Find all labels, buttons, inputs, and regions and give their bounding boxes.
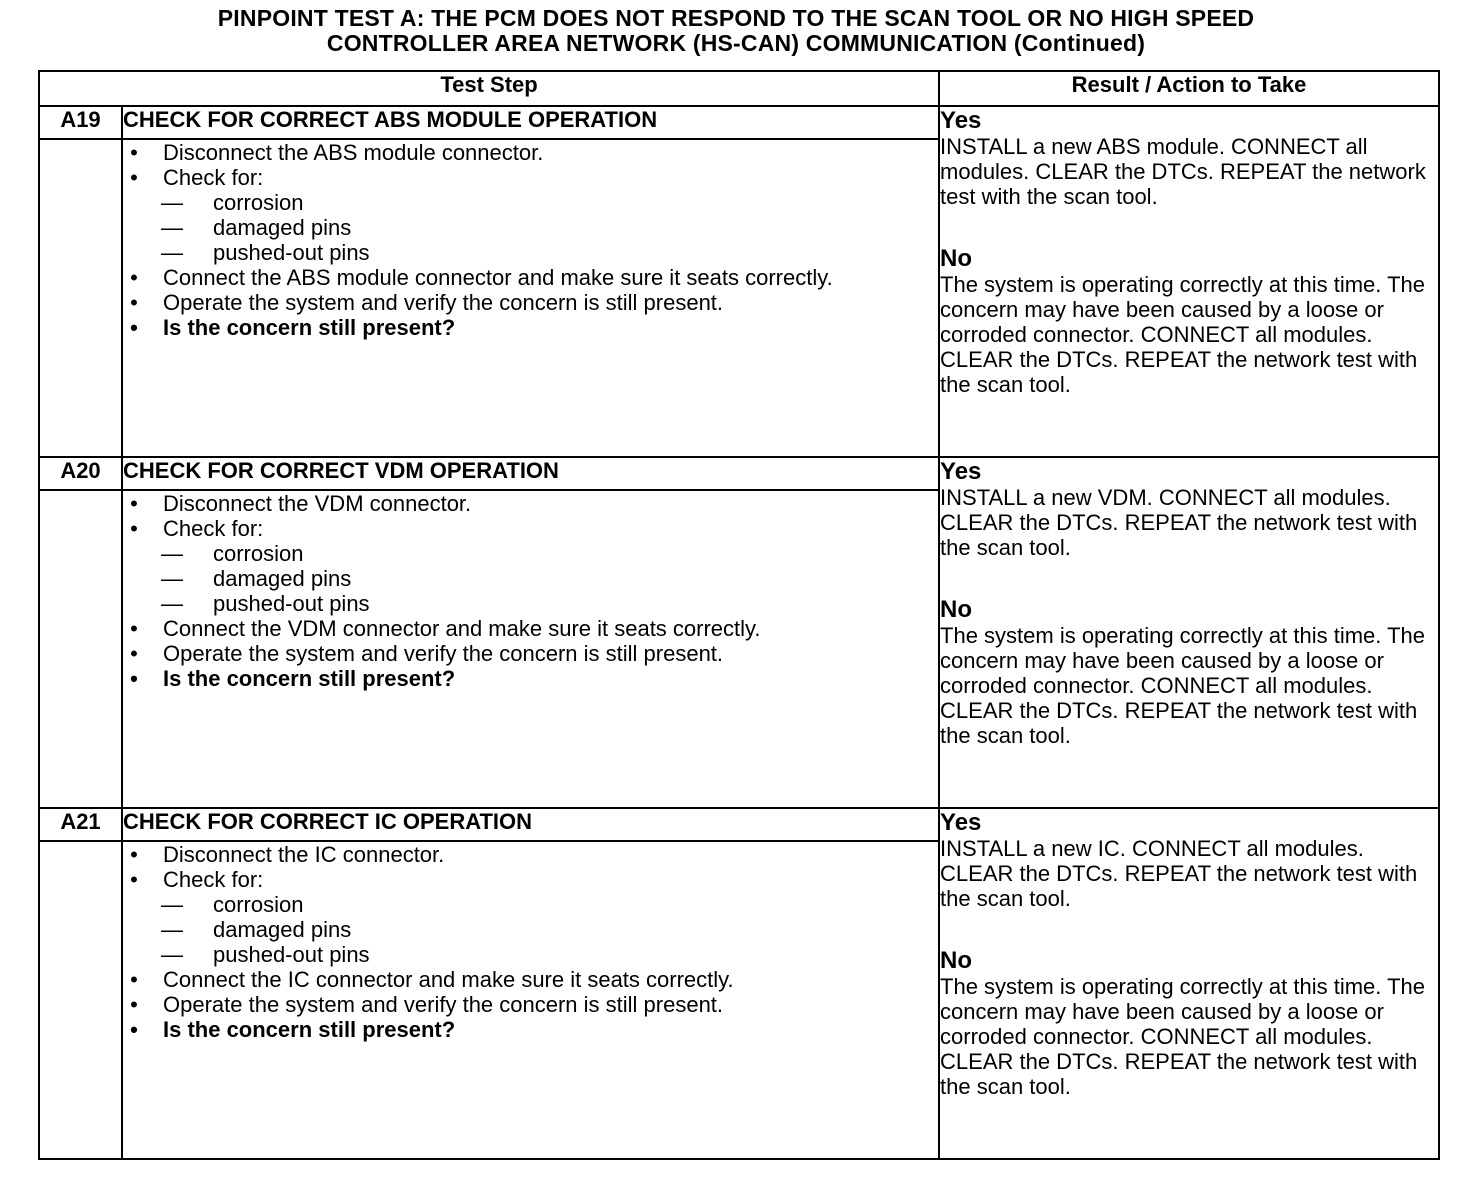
no-action: The system is operating correctly at this time. The concern may have been caused by a loose or corroded connector. CONNECT all modules. CLEAR the DTCs. REPEAT the network test with the scan tool. <box>940 272 1426 397</box>
test-step-header: Test Step <box>39 71 939 106</box>
no-label: No <box>940 947 973 974</box>
bullet-icon: • <box>130 967 138 992</box>
dash-icon: — <box>161 541 183 566</box>
bullet-icon: • <box>130 140 138 165</box>
step-instructions <box>122 139 939 457</box>
bullet-icon: • <box>130 842 138 867</box>
bullet-icon: • <box>130 666 138 691</box>
yes-label: Yes <box>940 809 982 836</box>
step-row <box>39 457 1439 490</box>
dash-icon: — <box>161 240 183 265</box>
dash-icon: — <box>161 215 183 240</box>
step-row <box>39 808 1439 841</box>
no-label: No <box>940 596 973 623</box>
list-item: • Disconnect the IC connector. <box>123 842 938 867</box>
step-instructions <box>122 841 939 1159</box>
list-item: • Check for: — corrosion — damaged pins — pushed-out pins <box>123 165 938 265</box>
result-cell <box>939 457 1439 808</box>
page-title <box>0 6 1472 56</box>
list-item: • Check for: — corrosion — damaged pins — pushed-out pins <box>123 867 938 967</box>
result-cell <box>939 106 1439 457</box>
sub-list-item: — pushed-out pins <box>161 240 370 265</box>
bullet-icon: • <box>130 992 138 1017</box>
step-title: CHECK FOR CORRECT VDM OPERATION <box>122 457 939 490</box>
dash-icon: — <box>161 190 183 215</box>
list-item-question: • Is the concern still present? <box>123 315 938 340</box>
bullet-icon: • <box>130 165 138 190</box>
sub-list-item: — damaged pins <box>161 566 352 591</box>
sub-list-item: — corrosion <box>161 190 304 215</box>
list-item-question: • Is the concern still present? <box>123 1017 938 1042</box>
bullet-icon: • <box>130 516 138 541</box>
dash-icon: — <box>161 917 183 942</box>
list-item: • Operate the system and verify the concern is still present. <box>123 641 938 666</box>
step-id: A19 <box>39 106 122 139</box>
list-item: • Operate the system and verify the concern is still present. <box>123 992 938 1017</box>
bullet-icon: • <box>130 315 138 340</box>
bullet-icon: • <box>130 1017 138 1042</box>
pinpoint-test-table <box>38 70 1440 1160</box>
list-item-question: • Is the concern still present? <box>123 666 938 691</box>
sub-list-item: — pushed-out pins <box>161 942 370 967</box>
result-header: Result / Action to Take <box>939 71 1439 106</box>
yes-label: Yes <box>940 458 982 485</box>
title-line-2: CONTROLLER AREA NETWORK (HS-CAN) COMMUNICATION (Continued) <box>326 30 1146 56</box>
sub-list-item: — damaged pins <box>161 917 352 942</box>
sub-list-item: — corrosion <box>161 541 304 566</box>
sub-list-item: — damaged pins <box>161 215 352 240</box>
list-item: • Disconnect the ABS module connector. <box>123 140 938 165</box>
list-item: • Check for: — corrosion — damaged pins — pushed-out pins <box>123 516 938 616</box>
step-id: A20 <box>39 457 122 490</box>
step-id: A21 <box>39 808 122 841</box>
yes-action: INSTALL a new ABS module. CONNECT all modules. CLEAR the DTCs. REPEAT the network test with the scan tool. <box>940 134 1426 209</box>
dash-icon: — <box>161 942 183 967</box>
step-title: CHECK FOR CORRECT ABS MODULE OPERATION <box>122 106 939 139</box>
no-label: No <box>940 245 973 272</box>
no-action: The system is operating correctly at this time. The concern may have been caused by a loose or corroded connector. CONNECT all modules. CLEAR the DTCs. REPEAT the network test with the scan tool. <box>940 974 1426 1099</box>
yes-action: INSTALL a new IC. CONNECT all modules. CLEAR the DTCs. REPEAT the network test with the scan tool. <box>940 836 1418 911</box>
bullet-icon: • <box>130 290 138 315</box>
list-item: • Operate the system and verify the concern is still present. <box>123 290 938 315</box>
sub-list-item: — corrosion <box>161 892 304 917</box>
dash-icon: — <box>161 566 183 591</box>
dash-icon: — <box>161 591 183 616</box>
step-instructions <box>122 490 939 808</box>
list-item: • Connect the ABS module connector and make sure it seats correctly. <box>123 265 938 290</box>
list-item: • Disconnect the VDM connector. <box>123 491 938 516</box>
dash-icon: — <box>161 892 183 917</box>
bullet-icon: • <box>130 491 138 516</box>
no-action: The system is operating correctly at this time. The concern may have been caused by a loose or corroded connector. CONNECT all modules. CLEAR the DTCs. REPEAT the network test with the scan tool. <box>940 623 1426 748</box>
result-cell <box>939 808 1439 1159</box>
bullet-icon: • <box>130 616 138 641</box>
title-line-1: PINPOINT TEST A: THE PCM DOES NOT RESPOND TO THE SCAN TOOL OR NO HIGH SPEED <box>217 5 1255 31</box>
bullet-icon: • <box>130 265 138 290</box>
yes-label: Yes <box>940 107 982 134</box>
header-row <box>39 71 1439 106</box>
step-title: CHECK FOR CORRECT IC OPERATION <box>122 808 939 841</box>
list-item: • Connect the VDM connector and make sure it seats correctly. <box>123 616 938 641</box>
step-row <box>39 106 1439 139</box>
bullet-icon: • <box>130 867 138 892</box>
sub-list-item: — pushed-out pins <box>161 591 370 616</box>
list-item: • Connect the IC connector and make sure it seats correctly. <box>123 967 938 992</box>
bullet-icon: • <box>130 641 138 666</box>
yes-action: INSTALL a new VDM. CONNECT all modules. CLEAR the DTCs. REPEAT the network test with the scan tool. <box>940 485 1418 560</box>
